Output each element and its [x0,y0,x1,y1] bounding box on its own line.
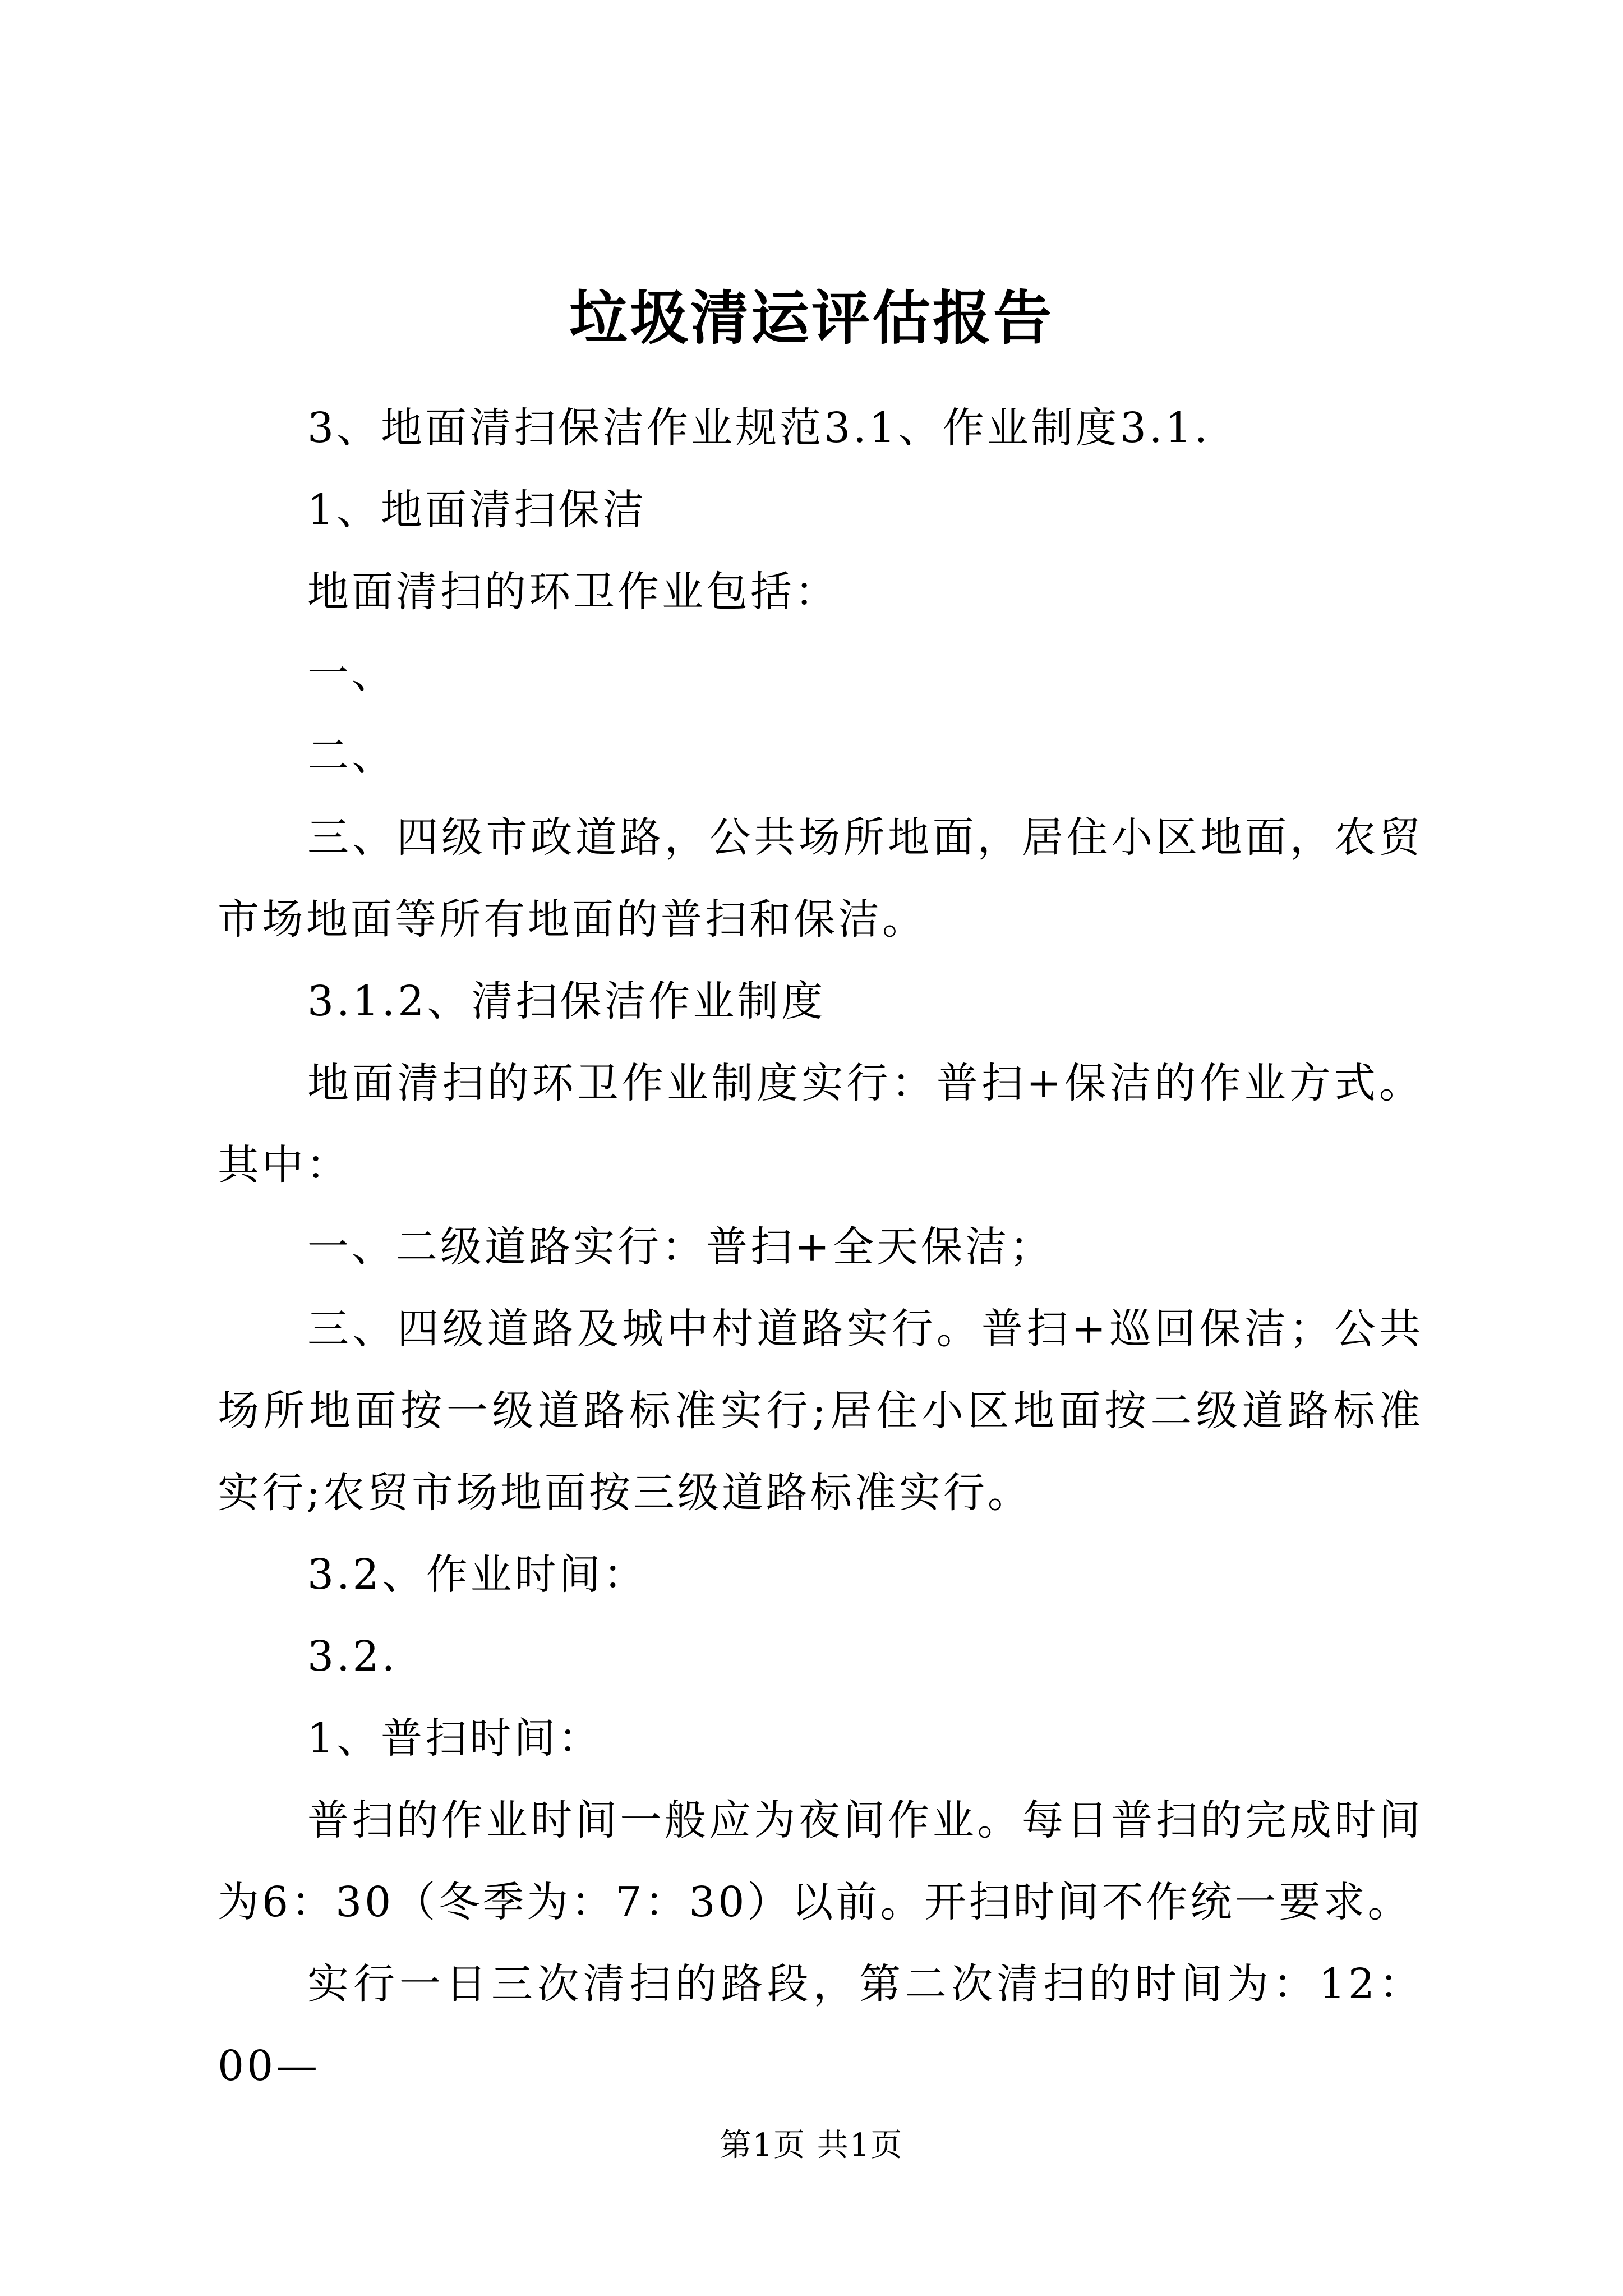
paragraph: 1、地面清扫保洁 [307,486,647,534]
paragraph: 3.1.2、清扫保洁作业制度 [307,977,826,1025]
paragraph: 二、 [307,731,396,780]
paragraph: 三、四级道路及城中村道路实行。普扫+巡回保洁；公共场所地面按一级道路标准实行;居住小区地面按二级道路标准实行;农贸市场地面按三级道路标准实行。 [218,1305,1423,1517]
paragraph: 一、二级道路实行：普扫+全天保洁； [307,1223,1054,1271]
document-title: 垃圾清运评估报告 [569,283,1054,352]
paragraph: 一、 [307,650,396,698]
paragraph: 地面清扫的环卫作业制度实行：普扫+保洁的作业方式。其中： [218,1059,1423,1189]
paragraph: 普扫的作业时间一般应为夜间作业。每日普扫的完成时间为6：30（冬季为：7：30）以前。开扫时间不作统一要求。 [218,1796,1423,1926]
paragraph: 实行一日三次清扫的路段，第二次清扫的时间为：12：00— [218,1960,1423,2090]
paragraph: 3.2. [307,1632,398,1681]
paragraph: 地面清扫的环卫作业包括： [307,568,839,616]
document-body [218,387,1423,2107]
paragraph: 三、四级市政道路，公共场所地面，居住小区地面，农贸市场地面等所有地面的普扫和保洁。 [218,813,1423,944]
paragraph: 3、地面清扫保洁作业规范3.1、作业制度3.1. [307,404,1210,452]
paragraph: 3.2、作业时间： [307,1550,648,1599]
paragraph: 1、普扫时间： [307,1714,603,1763]
page-footer: 第1页 共1页 [720,2127,903,2164]
